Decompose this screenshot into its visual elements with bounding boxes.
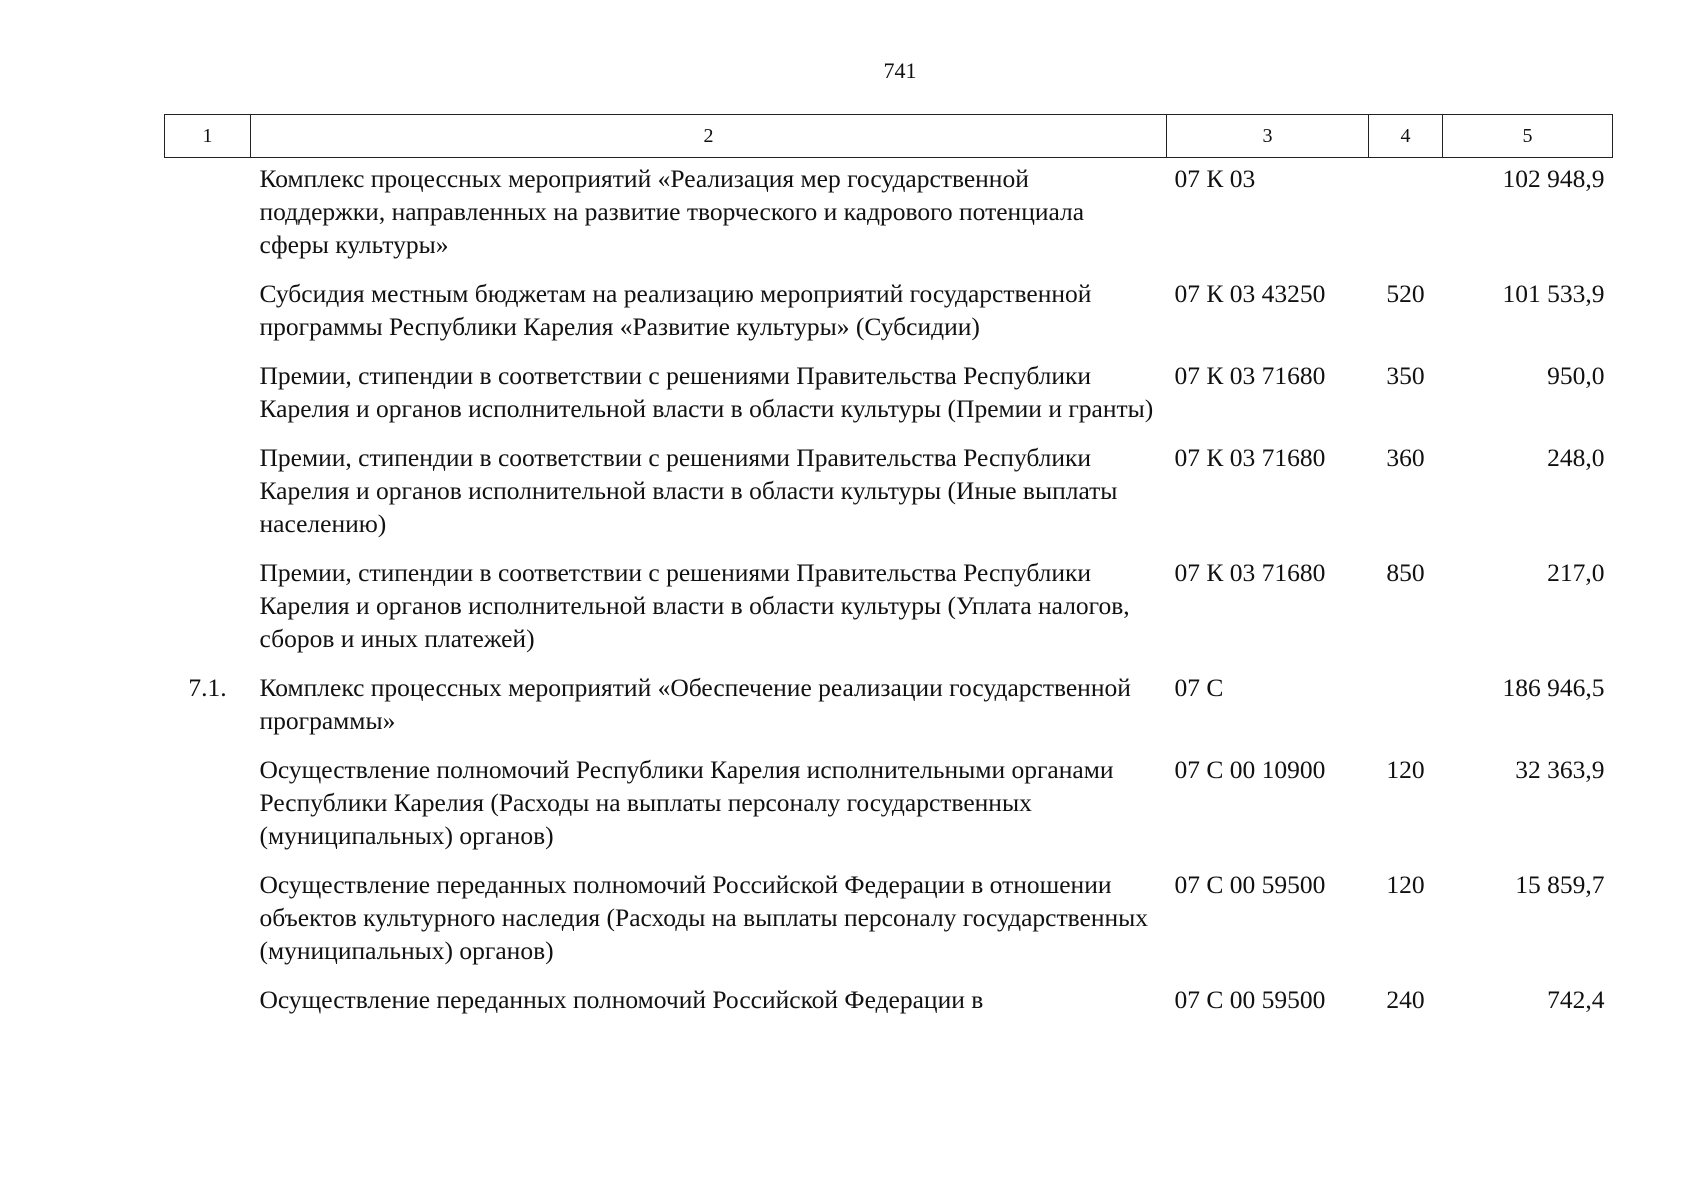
row-number <box>165 556 251 671</box>
row-name: Премии, стипендии в соответствии с решениями Правительства Республики Карелия и органов исполнительной власти в области культуры (Иные выплаты населению) <box>259 443 1118 538</box>
table-row <box>165 441 1613 556</box>
row-code: 07 К 03 43250 <box>1174 279 1326 308</box>
row-amount: 186 946,5 <box>1502 673 1605 702</box>
row-name: Комплекс процессных мероприятий «Обеспечение реализации государственной программы» <box>259 673 1131 735</box>
row-amount: 950,0 <box>1547 361 1605 390</box>
row-code: 07 К 03 71680 <box>1174 558 1326 587</box>
row-expense-type: 120 <box>1386 870 1425 899</box>
table-row <box>165 753 1613 868</box>
row-code: 07 С <box>1174 673 1224 702</box>
row-number: 7.1. <box>188 673 227 702</box>
row-amount: 217,0 <box>1547 558 1605 587</box>
row-code: 07 С 00 10900 <box>1174 755 1326 784</box>
row-number <box>165 441 251 556</box>
row-name: Осуществление переданных полномочий Российской Федерации в <box>259 985 984 1014</box>
header-col-2: 2 <box>251 115 1167 158</box>
table-row <box>165 359 1613 441</box>
row-expense-type <box>1369 158 1443 278</box>
page-number: 741 <box>883 58 917 83</box>
table-row <box>165 277 1613 359</box>
row-expense-type: 120 <box>1386 755 1425 784</box>
header-row <box>165 115 1613 158</box>
row-name: Субсидия местным бюджетам на реализацию мероприятий государственной программы Республики Карелия «Развитие культуры» (Субсидии) <box>259 279 1092 341</box>
row-expense-type: 360 <box>1386 443 1425 472</box>
row-number <box>165 158 251 278</box>
row-number <box>165 753 251 868</box>
row-amount: 101 533,9 <box>1502 279 1605 308</box>
row-amount: 15 859,7 <box>1515 870 1605 899</box>
budget-table <box>164 114 1613 1032</box>
table-body <box>165 158 1613 1033</box>
row-name: Премии, стипендии в соответствии с решениями Правительства Республики Карелия и органов исполнительной власти в области культуры (Уплата налогов, сборов и иных платежей) <box>259 558 1130 653</box>
row-number <box>165 277 251 359</box>
table-row <box>165 556 1613 671</box>
row-name: Осуществление переданных полномочий Российской Федерации в отношении объектов культурного наследия (Расходы на выплаты персоналу государственных (муниципальных) органов) <box>259 870 1149 965</box>
table-row <box>165 671 1613 753</box>
row-expense-type <box>1369 671 1443 753</box>
header-col-1: 1 <box>165 115 251 158</box>
row-amount: 248,0 <box>1547 443 1605 472</box>
row-name: Комплекс процессных мероприятий «Реализация мер государственной поддержки, направленных на развитие творческого и кадрового потенциала сферы культуры» <box>259 164 1085 259</box>
table-row <box>165 158 1613 278</box>
row-amount: 102 948,9 <box>1502 164 1605 193</box>
row-amount: 742,4 <box>1547 985 1605 1014</box>
row-expense-type: 240 <box>1386 985 1425 1014</box>
row-code: 07 С 00 59500 <box>1174 985 1326 1014</box>
row-code: 07 К 03 71680 <box>1174 443 1326 472</box>
table-row <box>165 868 1613 983</box>
table-header <box>165 115 1613 158</box>
row-code: 07 К 03 <box>1174 164 1256 193</box>
row-number <box>165 359 251 441</box>
table-row <box>165 983 1613 1032</box>
row-expense-type: 350 <box>1386 361 1425 390</box>
row-code: 07 К 03 71680 <box>1174 361 1326 390</box>
row-name: Премии, стипендии в соответствии с решениями Правительства Республики Карелия и органов исполнительной власти в области культуры (Премии и гранты) <box>259 361 1154 423</box>
row-number <box>165 868 251 983</box>
row-name: Осуществление полномочий Республики Карелия исполнительными органами Республики Карелия (Расходы на выплаты персоналу государственных (муниципальных) органов) <box>259 755 1114 850</box>
header-col-5: 5 <box>1443 115 1613 158</box>
header-col-4: 4 <box>1369 115 1443 158</box>
row-amount: 32 363,9 <box>1515 755 1605 784</box>
row-code: 07 С 00 59500 <box>1174 870 1326 899</box>
row-expense-type: 850 <box>1386 558 1425 587</box>
row-expense-type: 520 <box>1386 279 1425 308</box>
header-col-3: 3 <box>1167 115 1369 158</box>
row-number <box>165 983 251 1032</box>
